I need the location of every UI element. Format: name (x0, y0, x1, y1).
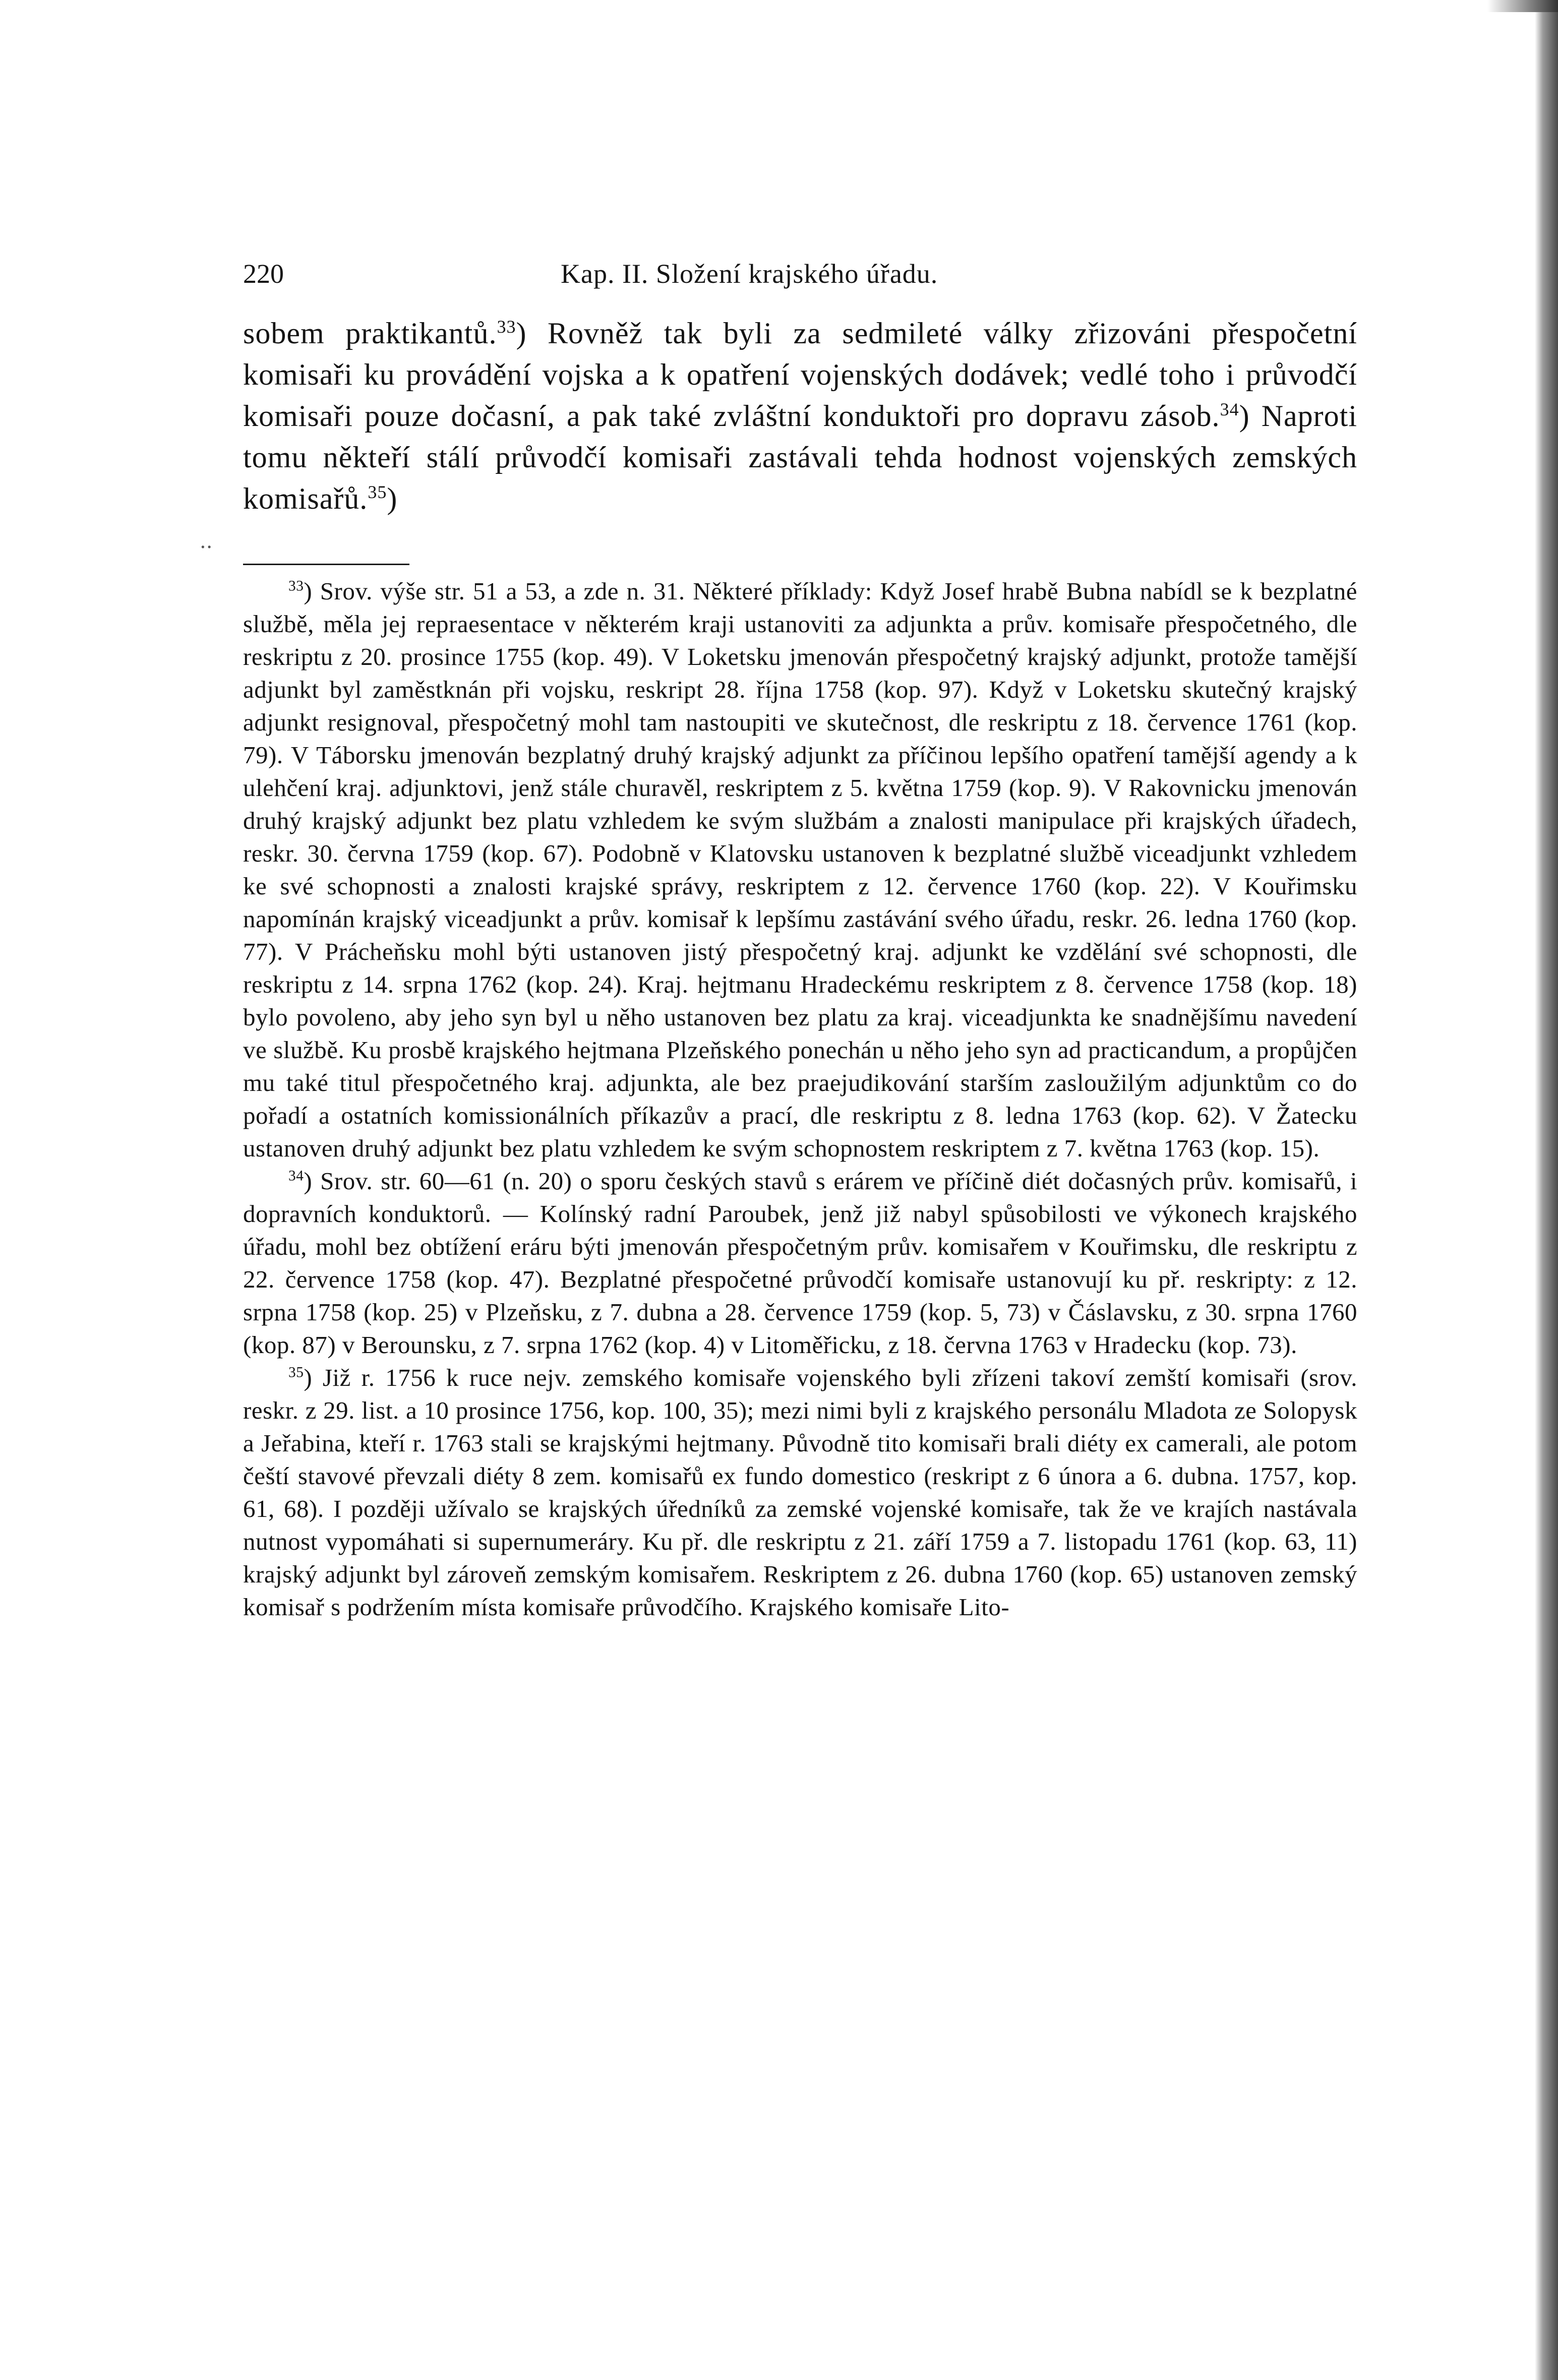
footnote-text: ) Srov. str. 60—61 (n. 20) o sporu českých stavů s erárem ve příčině diét dočasných prův. komisařů, i dopravních konduktorů. — Kolínský radní Paroubek, jenž již nabyl spůsobilosti ve výkonech krajského úřadu, mohl bez obtížení eráru býti jmenován přespočetným prův. komisařem v Kouřimsku, dle reskriptu z 22. července 1758 (kop. 47). Bezplatné přespočetné průvodčí komisaře ustanovují ku př. reskripty: z 12. srpna 1758 (kop. 25) v Plzeňsku, z 7. dubna a 28. července 1759 (kop. 5, 73) v Čáslavsku, z 30. srpna 1760 (kop. 87) v Berounsku, z 7. srpna 1762 (kop. 4) v Litoměřicku, z 18. června 1763 v Hradecku (kop. 73). (243, 1167, 1357, 1359)
running-title: Kap. II. Složení krajského úřadu. (561, 259, 938, 289)
footnote-ref-34: 34 (1220, 399, 1239, 419)
footnote-33 (243, 575, 1357, 1165)
margin-mark: .. (200, 530, 213, 553)
body-paragraph (243, 313, 1357, 519)
page-corner-shadow (1487, 0, 1558, 12)
body-text-segment: ) Rovněž tak byli za sedmileté války zřizováni přespočetní komisaři ku provádění vojska a k opatření vojenských dodávek; vedlé toho i průvodčí komisaři pouze dočasní, a pak také zvláštní konduktoři pro dopravu zásob. (243, 317, 1357, 433)
footnote-ref-35: 35 (368, 482, 387, 502)
footnotes (243, 575, 1357, 1623)
footnote-34 (243, 1165, 1357, 1361)
footnote-marker: 33 (288, 578, 304, 594)
running-header (243, 258, 1357, 298)
footnote-marker: 35 (288, 1364, 304, 1381)
footnote-marker: 34 (288, 1168, 304, 1184)
footnote-text: ) Srov. výše str. 51 a 53, a zde n. 31. Některé příklady: Když Josef hrabě Bubna nabídl se k bezplatné službě, měla jej repraesentace v některém kraji ustanoviti za adjunkta a prův. komisaře přespočetného, dle reskriptu z 20. prosince 1755 (kop. 49). V Loketsku jmenován přespočetný krajský adjunkt, protože tamější adjunkt byl zaměstknán při vojsku, reskript 28. října 1758 (kop. 97). Když v Loketsku skutečný krajský adjunkt resignoval, přespočetný mohl tam nastoupiti ve skutečnost, dle reskriptu z 18. července 1761 (kop. 79). V Táborsku jmenován bezplatný druhý krajský adjunkt za příčinou lepšího opatření tamější agendy a k ulehčení kraj. adjunktovi, jenž stále churavěl, reskriptem z 5. května 1759 (kop. 9). V Rakovnicku jmenován druhý krajský adjunkt bez platu vzhledem ke svým službám a znalosti manipulace při krajských úřadech, reskr. 30. června 1759 (kop. 67). Podobně v Klatovsku ustanoven k bezplatné službě viceadjunkt vzhledem ke své schopnosti a znalosti krajské správy, reskriptem z 12. července 1760 (kop. 22). V Kouřimsku napomínán krajský viceadjunkt a prův. komisař k lepšímu zastávání svého úřadu, reskr. 26. ledna 1760 (kop. 77). V Prácheňsku mohl býti ustanoven jistý přespočetný kraj. adjunkt ke vzdělání své schopnosti, dle reskriptu z 14. srpna 1762 (kop. 24). Kraj. hejtmanu Hradeckému reskriptem z 8. července 1758 (kop. 18) bylo povoleno, aby jeho syn byl u něho ustanoven bez platu za kraj. viceadjunkta ke snadnějšímu navedení ve službě. Ku prosbě krajského hejtmana Plzeňského ponechán u něho jeho syn ad practicandum, a propůjčen mu také titul přespočetného kraj. adjunkta, ale bez praejudikování starším zasloužilým adjunktům co do pořadí a ostatních komissionálních příkazův a prací, dle reskriptu z 8. ledna 1763 (kop. 62). V Žatecku ustanoven druhý adjunkt bez platu vzhledem ke svým schopnostem reskriptem z 7. května 1763 (kop. 15). (243, 577, 1357, 1162)
footnote-separator (243, 564, 409, 565)
page-number: 220 (243, 259, 284, 289)
footnote-text: ) Již r. 1756 k ruce nejv. zemského komisaře vojenského byli zřízeni takoví zemští komisaři (srov. reskr. z 29. list. a 10 prosince 1756, kop. 100, 35); mezi nimi byli z krajského personálu Mladota ze Solopysk a Jeřabina, kteří r. 1763 stali se krajskými hejtmany. Původně tito komisaři brali diéty ex camerali, ale potom čeští stavové převzali diéty 8 zem. komisařů ex fundo domestico (reskript z 6 února a 6. dubna. 1757, kop. 61, 68). I později užívalo se krajských úředníků za zemské vojenské komisaře, tak že ve krajích nastávala nutnost vypomáhati si supernumeráry. Ku př. dle reskriptu z 21. září 1759 a 7. listopadu 1761 (kop. 63, 11) krajský adjunkt byl zároveň zemským komisařem. Reskriptem z 26. dubna 1760 (kop. 65) ustanoven zemský komisař s podržením místa komisaře průvodčího. Krajského komisaře Lito- (243, 1364, 1357, 1621)
footnote-35 (243, 1361, 1357, 1623)
body-text-segment: sobem praktikantů. (243, 317, 497, 350)
body-text-segment: ) Naproti tomu někteří stálí průvodčí komisaři zastávali tehda hodnost vojenských zemských komisařů. (243, 399, 1357, 515)
footnote-ref-33: 33 (497, 317, 516, 337)
body-text-segment: ) (387, 482, 398, 515)
page-edge-shadow (1535, 0, 1558, 2380)
